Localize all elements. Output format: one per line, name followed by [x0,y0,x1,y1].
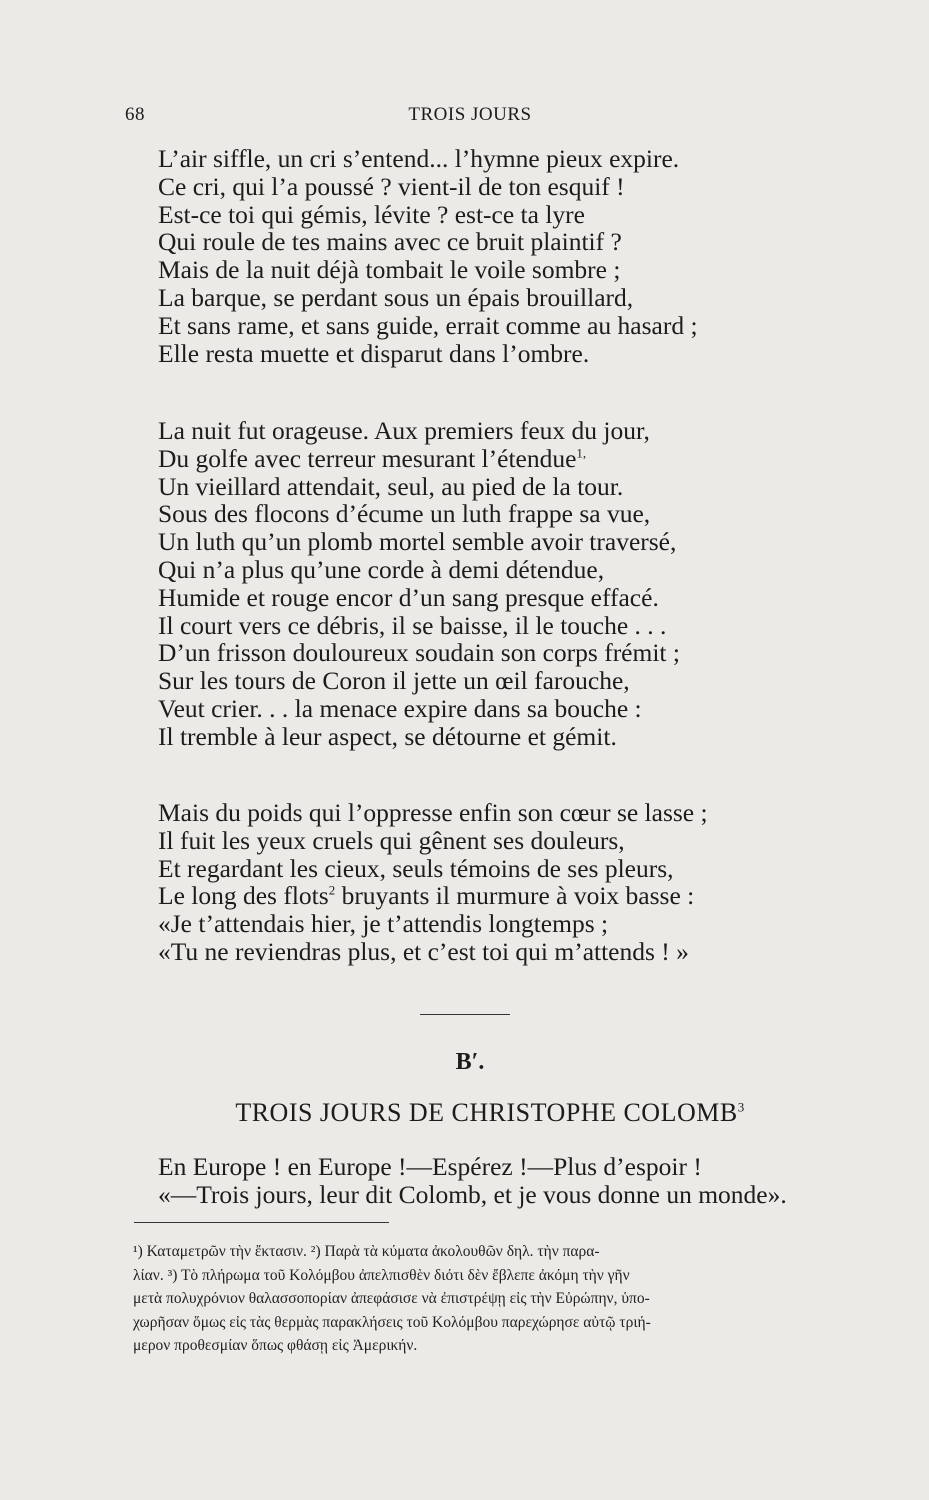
running-title: TROIS JOURS [408,104,532,125]
verse-line: Est-ce toi qui gémis, lévite ? est-ce ta lyre [158,199,585,229]
verse-line-text: Le long des flots [158,881,329,911]
footnote-marker-3: 3 [737,1099,745,1115]
section-title-text: TROIS JOURS DE CHRISTOPHE COLOMB [235,1098,738,1127]
verse-line: La nuit fut orageuse. Aux premiers feux du jour, [158,416,650,445]
footnote-line: ¹) Καταμετρῶν τὴν ἔκτασιν. ²) Παρὰ τὰ κύματα ἀκολουθῶν δηλ. τὴν παρα- [133,1243,600,1260]
verse-line-text: bruyants il murmure à voix basse : [335,881,695,911]
stanza-1 [158,145,698,367]
stanza-b [158,1153,787,1209]
verse-line: Sous des flocons d’écume un luth frappe sa vue, [158,499,651,529]
verse-line: Qui n’a plus qu’une corde à demi détendue, [158,554,605,584]
verse-line [158,882,708,910]
verse-line: Et sans rame, et sans guide, errait comme au hasard ; [158,310,698,340]
verse-line: Un vieillard attendait, seul, au pied de la tour. [158,471,624,501]
verse-line: Qui roule de tes mains avec ce bruit plaintif ? [158,227,622,257]
page-number: 68 [125,104,145,125]
footnote-line: μετὰ πολυχρόνιον θαλασσοπορίαν ἀπεφάσισε νὰ ἐπιστρέψῃ εἰς τὴν Εὐρώπην, ὑπο- [133,1290,650,1307]
footnote-marker-1: 1, [576,445,587,461]
verse-line: Mais du poids qui l’oppresse enfin son cœur se lasse ; [158,798,708,827]
verse-line: L’air siffle, un cri s’entend... l’hymne pieux expire. [158,144,680,173]
stanza-3 [158,799,708,966]
verse-line [158,445,680,473]
verse-line-text: Du golfe avec terreur mesurant l’étendue [158,443,577,473]
footnote-line: λίαν. ³) Τὸ πλήρωμα τοῦ Κολόμβου ἀπελπισθὲν διότι δὲν ἔβλεπε ἀκόμη τὴν γῆν [133,1266,630,1284]
footnote-rule [134,1222,389,1223]
verse-line: «—Trois jours, leur dit Colomb, et je vous donne un monde». [158,1179,787,1209]
footnote-line: χωρῆσαν ὅμως εἰς τὰς θερμὰς παρακλήσεις τοῦ Κολόμβου παρεχώρησε αὐτῷ τριή- [133,1313,651,1331]
section-divider [420,1014,510,1015]
verse-line: Un luth qu’un plomb mortel semble avoir traversé, [158,527,677,557]
verse-line: Mais de la nuit déjà tombait le voile sombre ; [158,255,621,285]
verse-line: «Je t’attendais hier, je t’attendis longtemps ; [158,909,609,939]
verse-line: Et regardant les cieux, seuls témoins de ses pleurs, [158,853,674,883]
section-title [160,1098,820,1128]
verse-line: Elle resta muette et disparut dans l’ombre. [158,338,590,368]
verse-line: Il tremble à leur aspect, se détourne et gémit. [158,721,617,751]
verse-line: Sur les tours de Coron il jette un œil farouche, [158,666,630,696]
verse-line: Veut crier. . . la menace expire dans sa bouche : [158,693,642,723]
footnote-line: μερον προθεσμίαν ὅπως φθάσῃ εἰς Ἀμερικήν. [133,1337,418,1354]
verse-line: «Tu ne reviendras plus, et c’est toi qui m’attends ! » [158,936,689,966]
verse-line: Ce cri, qui l’a poussé ? vient-il de ton esquif ! [158,171,625,201]
section-letter: B′. [455,1049,485,1075]
running-head [125,100,815,130]
footnote-marker-2: 2 [328,882,336,898]
footnotes [133,1240,833,1358]
verse-line: D’un frisson douloureux soudain son corps frémit ; [158,638,680,668]
verse-line: Humide et rouge encor d’un sang presque effacé. [158,582,659,612]
verse-line: En Europe ! en Europe !—Espérez !—Plus d’espoir ! [158,1152,702,1181]
verse-line: Il court vers ce débris, il se baisse, il le touche . . . [158,610,667,640]
verse-line: La barque, se perdant sous un épais brouillard, [158,282,634,312]
verse-line: Il fuit les yeux cruels qui gênent ses douleurs, [158,825,625,855]
stanza-2 [158,417,680,751]
